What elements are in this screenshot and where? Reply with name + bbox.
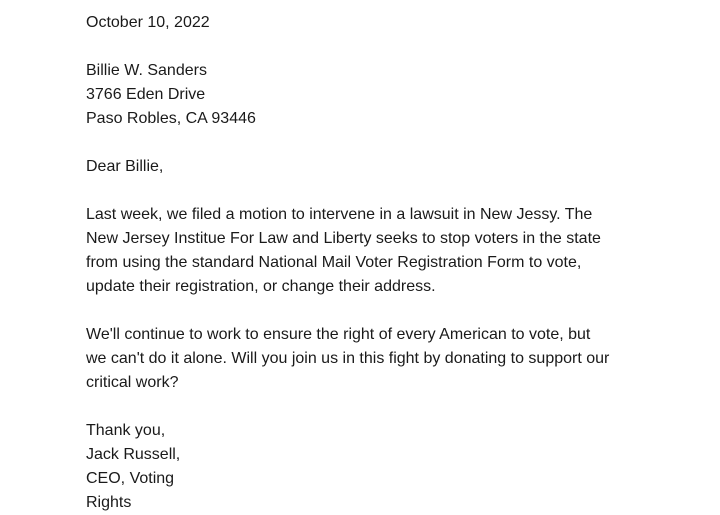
letter-date: [86, 11, 686, 35]
letter-body: [86, 11, 686, 515]
paragraph-1-line: New Jersey Institue For Law and Liberty seeks to stop voters in the state: [86, 230, 601, 247]
recipient-city-line: Paso Robles, CA 93446: [86, 110, 256, 127]
paragraph-1-line: update their registration, or change their address.: [86, 278, 436, 295]
recipient-name: Billie W. Sanders: [86, 62, 207, 79]
closing-line: Thank you,: [86, 422, 166, 439]
recipient-street: 3766 Eden Drive: [86, 86, 206, 103]
paragraph-2-line: critical work?: [86, 374, 179, 391]
recipient-address: [86, 59, 686, 131]
signer-title: CEO, Voting: [86, 470, 175, 487]
paragraph-2: [86, 323, 686, 395]
closing-signature: [86, 419, 686, 515]
greeting: [86, 155, 686, 179]
signer-name: Jack Russell,: [86, 446, 181, 463]
date-text: October 10, 2022: [86, 14, 210, 31]
signer-title: Rights: [86, 494, 132, 511]
paragraph-2-line: We'll continue to work to ensure the right of every American to vote, but: [86, 326, 591, 343]
paragraph-2-line: we can't do it alone. Will you join us in this fight by donating to support our: [86, 350, 610, 367]
paragraph-1: [86, 203, 686, 299]
paragraph-1-line: Last week, we filed a motion to intervene in a lawsuit in New Jessy. The: [86, 206, 593, 223]
paragraph-1-line: from using the standard National Mail Voter Registration Form to vote,: [86, 254, 582, 271]
greeting-text: Dear Billie,: [86, 158, 164, 175]
